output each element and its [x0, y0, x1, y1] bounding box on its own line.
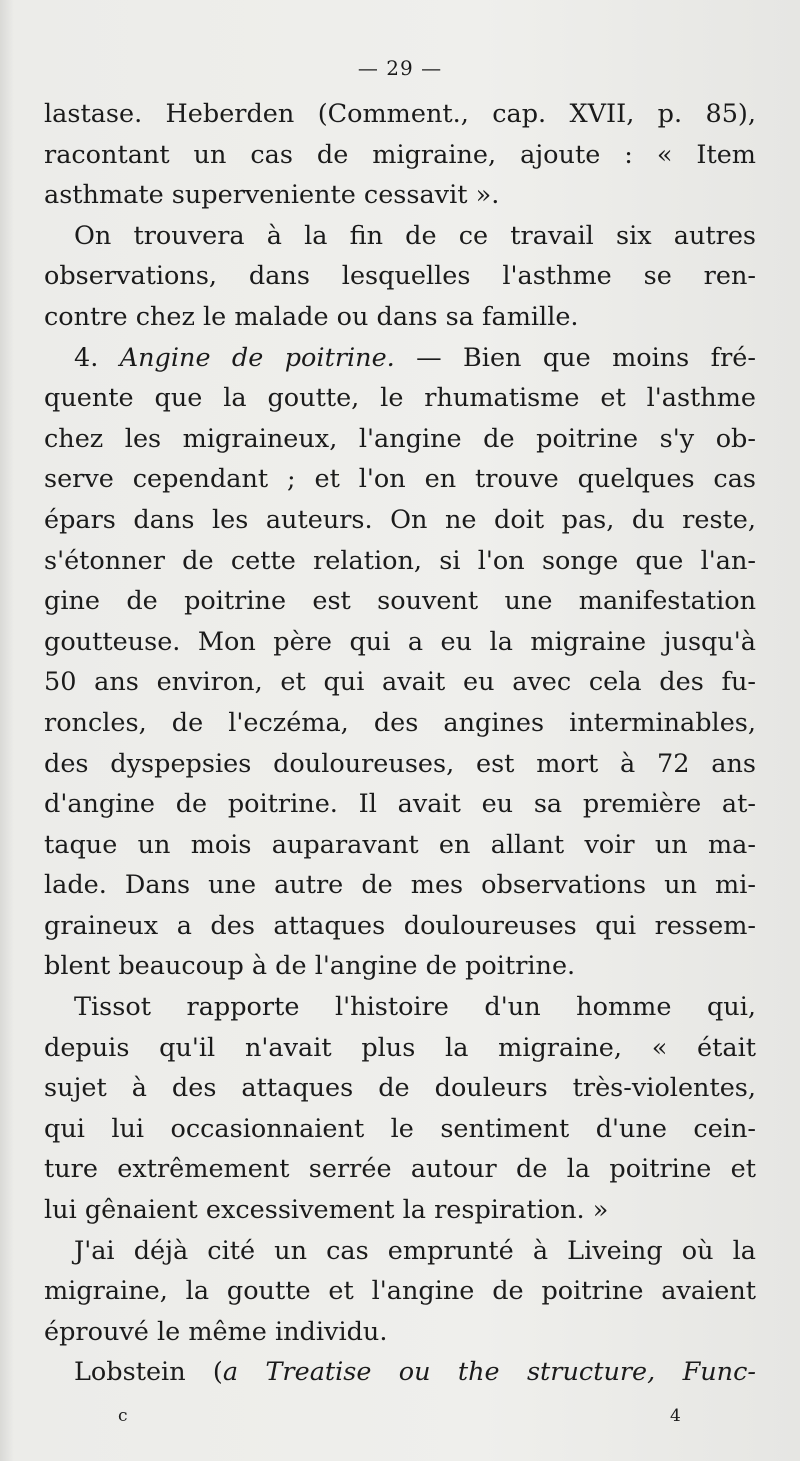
text-line: racontant un cas de migraine, ajoute : « Item [44, 139, 756, 170]
text-line: contre chez le malade ou dans sa famille. [44, 301, 579, 332]
text-line: qui lui occasionnaient le sentiment d'une cein- [44, 1113, 756, 1144]
text-line: serve cependant ; et l'on en trouve quelques cas [44, 464, 756, 495]
text-line: taque un mois auparavant en allant voir un ma- [44, 829, 756, 860]
text-line: Lobstein (a Treatise ou the structure, Func- [74, 1357, 757, 1388]
section-heading-line: 4. Angine de poitrine. — Bien que moins fré- [74, 342, 756, 373]
text-line: J'ai déjà cité un cas emprunté à Liveing où la [74, 1235, 756, 1266]
text-line: d'angine de poitrine. Il avait eu sa première at- [44, 789, 756, 820]
text-line: blent beaucoup à de l'angine de poitrine. [44, 951, 576, 982]
text-line: migraine, la goutte et l'angine de poitrine avaient [44, 1276, 756, 1307]
text-line: depuis qu'il n'avait plus la migraine, « était [44, 1032, 756, 1063]
section-title: Angine de poitrine. [119, 342, 395, 373]
signature-mark: c [118, 1406, 128, 1426]
text-line: lui gênaient excessivement la respiration. » [44, 1195, 609, 1226]
page-number: — 29 — [357, 56, 443, 80]
text-line: quente que la goutte, le rhumatisme et l'asthme [44, 383, 756, 414]
text-line: On trouvera à la fin de ce travail six autres [74, 220, 756, 251]
text-line: observations, dans lesquelles l'asthme se ren- [44, 261, 756, 292]
text-line: s'étonner de cette relation, si l'on songe que l'an- [44, 545, 756, 576]
text-line: goutteuse. Mon père qui a eu la migraine jusqu'à [44, 626, 756, 657]
text-line: 50 ans environ, et qui avait eu avec cela des fu- [44, 667, 756, 698]
text-line: lade. Dans une autre de mes observations un mi- [44, 870, 756, 901]
text-line: des dyspepsies douloureuses, est mort à 72 ans [44, 748, 756, 779]
text-line: éprouvé le même individu. [44, 1316, 388, 1347]
text-line: gine de poitrine est souvent une manifestation [44, 586, 756, 617]
text-line: roncles, de l'eczéma, des angines interminables, [44, 707, 756, 738]
signature-number: 4 [670, 1406, 681, 1426]
text-line: sujet à des attaques de douleurs très-violentes, [44, 1073, 756, 1104]
text-line: lastase. Heberden (Comment., cap. XVII, p. 85), [44, 99, 756, 129]
body-text [44, 94, 756, 1393]
text-line: asthmate superveniente cessavit ». [44, 180, 500, 211]
text-line: épars dans les auteurs. On ne doit pas, du reste, [44, 504, 756, 535]
text-line: ture extrêmement serrée autour de la poitrine et [44, 1154, 756, 1185]
text-line: chez les migraineux, l'angine de poitrine s'y ob- [44, 423, 756, 454]
text-line: graineux a des attaques douloureuses qui ressem- [44, 910, 756, 941]
cited-title: a Treatise ou the structure, Func- [222, 1357, 757, 1388]
text-line: Tissot rapporte l'histoire d'un homme qui, [74, 992, 756, 1023]
